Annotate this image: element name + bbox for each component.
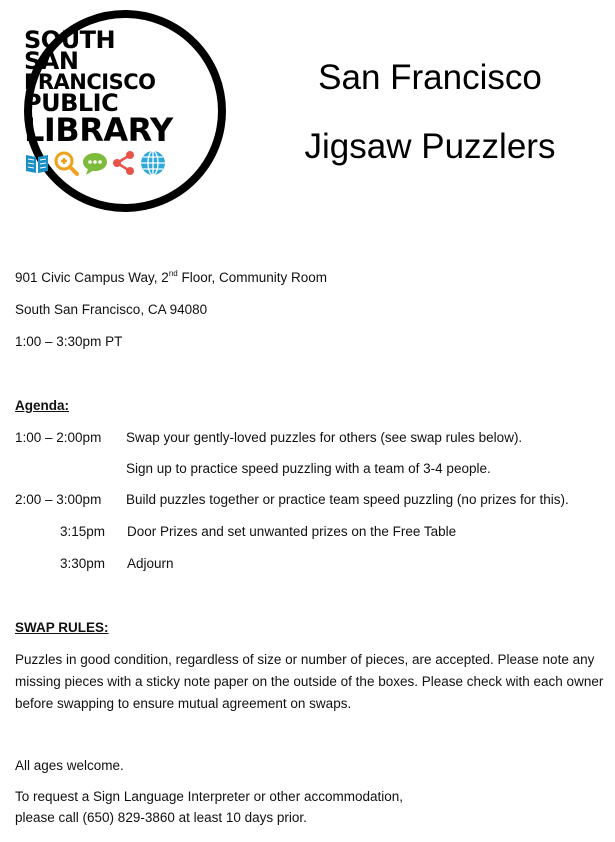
agenda-item: Build puzzles together or practice team speed puzzling (no prizes for this). (126, 492, 569, 507)
city-line: South San Francisco, CA 94080 (15, 302, 208, 317)
agenda-time: 2:00 – 3:00pm (15, 492, 102, 507)
accommodation-line1: To request a Sign Language Interpreter or other accommodation, (15, 789, 403, 804)
agenda-time: 3:15pm (60, 524, 106, 539)
event-time: 1:00 – 3:30pm PT (15, 334, 123, 349)
chat-icon (82, 150, 108, 176)
address-superscript: nd (168, 269, 178, 278)
logo-line-public: PUBLIC (24, 89, 119, 117)
magnifier-icon (53, 150, 79, 176)
swap-rules-heading: SWAP RULES: (15, 620, 109, 635)
agenda-item: Swap your gently-loved puzzles for others (see swap rules below). (126, 430, 523, 445)
logo-icon-row (24, 150, 166, 176)
logo-line-francisco: FRANCISCO (24, 70, 156, 94)
swap-rules-text: Puzzles in good condition, regardless of size or number of pieces, are accepted. Please note any missing pieces with a sticky note paper on the outside of the boxes. Please check with each owner before swapping to ensure mutual agreement on swaps. (15, 652, 604, 711)
page-title-line2: Jigsaw Puzzlers (304, 127, 556, 166)
share-icon (111, 150, 137, 176)
agenda-heading: Agenda: (15, 398, 69, 413)
agenda-item: Adjourn (127, 556, 174, 571)
welcome-text: All ages welcome. (15, 758, 124, 773)
accommodation-line2: please call (650) 829-3860 at least 10 days prior. (15, 810, 307, 825)
agenda-time: 3:30pm (60, 556, 106, 571)
agenda-time: 1:00 – 2:00pm (15, 430, 102, 445)
address-text-end: Floor, Community Room (177, 270, 328, 285)
logo-line-library: LIBRARY (24, 111, 173, 149)
address-text: 901 Civic Campus Way, 2 (15, 270, 169, 285)
agenda-item: Sign up to practice speed puzzling with a team of 3-4 people. (126, 461, 491, 476)
address-line (15, 270, 327, 285)
page-title-line1: San Francisco (318, 58, 542, 97)
agenda-item: Door Prizes and set unwanted prizes on the Free Table (127, 524, 457, 539)
logo-line-south: SOUTH (24, 26, 116, 54)
logo-line-san: SAN (24, 47, 79, 75)
globe-icon (140, 150, 166, 176)
book-icon (24, 150, 50, 176)
library-logo-text (24, 26, 173, 149)
